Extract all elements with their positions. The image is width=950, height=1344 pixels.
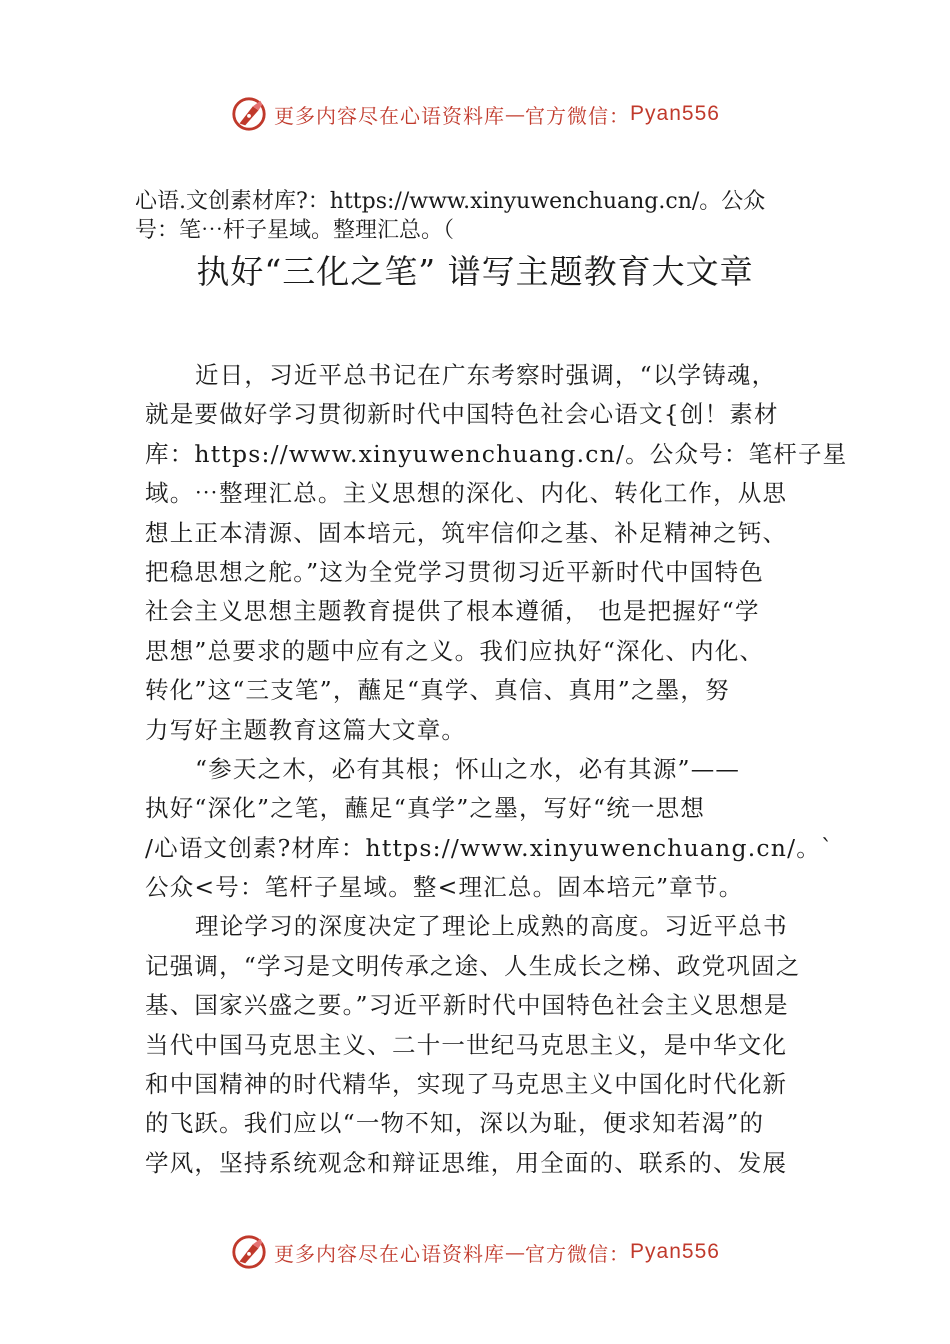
body-text-line: 的飞跃。我们应以“一物不知，深以为耻，便求知若渴”的 (145, 1109, 765, 1138)
body-text-line: 基、国家兴盛之要。”习近平新时代中国特色社会主义思想是 (145, 991, 789, 1020)
watermark-banner-bottom (0, 1230, 950, 1274)
watermark-separator: — (505, 102, 526, 126)
body-text-line: 和中国精神的时代精华，实现了马克思主义中国化时代化新 (145, 1070, 788, 1099)
body-text-line: 公众<号：笔杆子星域。整<理汇总。固本培元”章节。 (145, 873, 744, 902)
watermark-id: Pyan556 (630, 102, 720, 125)
body-text-line: 力写好主题教育这篇大文章。 (145, 715, 467, 744)
body-text-line: 理论学习的深度决定了理论上成熟的高度。习近平总书 (195, 912, 788, 941)
body-text-line: 转化”这“三支笔”，蘸足“真学、真信、真用”之墨，努 (145, 676, 730, 705)
body-text-line: 就是要做好学习贯彻新时代中国特色社会心语文{创！素材 (145, 400, 779, 429)
source-note-line: 心语.文创素材库?：https://www.xinyuwenchuang.cn/。公众 (135, 189, 766, 214)
body-text-line: 想上正本清源、固本培元，筑牢信仰之基、补足精神之钙、 (145, 518, 788, 547)
pen-logo-icon (230, 1233, 268, 1271)
body-text-line: 近日，习近平总书记在广东考察时强调，“以学铸魂， (195, 361, 777, 389)
body-text-line: 域。⋯整理汇总。主义思想的深化、内化、转化工作，从思 (145, 479, 788, 508)
body-text-line: “参天之木，必有其根；怀山之水，必有其源”—— (195, 754, 741, 783)
watermark-contact: 官方微信： (525, 103, 631, 128)
article-body (145, 356, 848, 1183)
watermark-id: Pyan556 (630, 1240, 720, 1263)
body-text-line: 把稳思想之舵。”这为全党学习贯彻习近平新时代中国特色 (145, 557, 764, 586)
body-text-line: 记强调，“学习是文明传承之途、人生成长之梯、政党巩固之 (145, 951, 801, 980)
watermark-separator: — (505, 1240, 526, 1264)
body-text-line: 执好“深化”之笔，蘸足“真学”之墨，写好“统一思想 (145, 794, 706, 823)
watermark-contact: 官方微信： (525, 1241, 631, 1266)
body-text-line: 学风，坚持系统观念和辩证思维，用全面的、联系的、发展 (145, 1148, 788, 1177)
body-text-line: 库：https://www.xinyuwenchuang.cn/。公众号：笔杆子星 (145, 439, 848, 468)
body-text-line: 思想”总要求的题中应有之义。我们应执好“深化、内化、 (145, 636, 765, 665)
body-text-line: 社会主义思想主题教育提供了根本遵循， 也是把握好“学 (145, 597, 760, 626)
body-text-line: 当代中国马克思主义、二十一世纪马克思主义，是中华文化 (145, 1030, 788, 1059)
pen-logo-icon (230, 95, 268, 133)
article-title: 执好“三化之笔” 谱写主题教育大文章 (196, 252, 754, 291)
watermark-text: 更多内容尽在心语资料库 (274, 103, 506, 128)
watermark-banner-top (0, 92, 950, 136)
source-note-line: 号：笔⋯杆子星域。整理汇总。（ (135, 218, 455, 243)
watermark-text: 更多内容尽在心语资料库 (274, 1241, 506, 1266)
body-text-line: /心语文创素?材库：https://www.xinyuwenchuang.cn/。` (145, 833, 834, 862)
